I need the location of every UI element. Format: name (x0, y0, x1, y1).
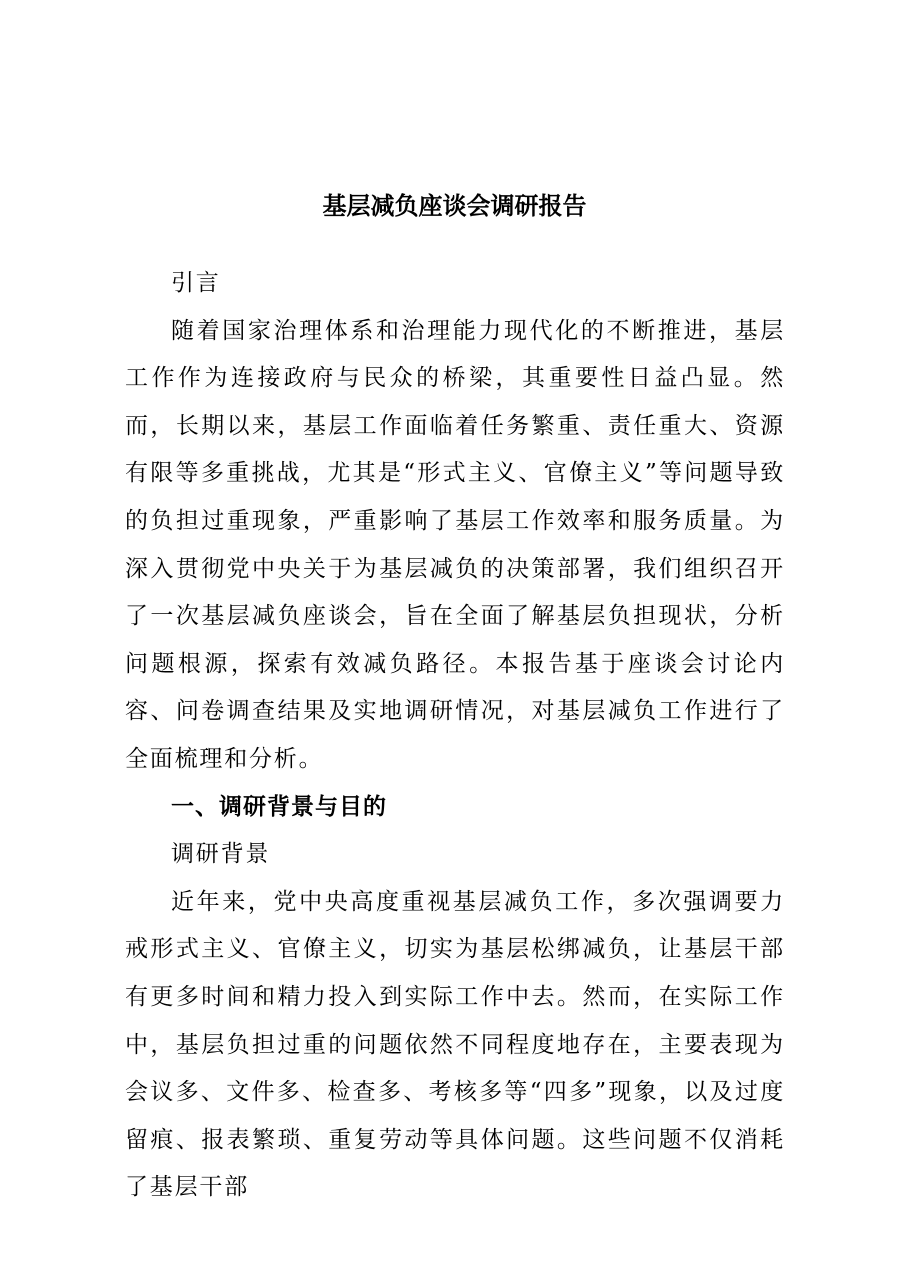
section-1-heading: 一、调研背景与目的 (171, 793, 387, 820)
document-body (125, 260, 785, 1212)
document-title: 基层减负座谈会调研报告 (322, 191, 587, 220)
intro-heading: 引言 (171, 270, 221, 296)
section-1-subheading: 调研背景 (171, 841, 271, 868)
section-1-paragraph: 近年来，党中央高度重视基层减负工作，多次强调要力戒形式主义、官僚主义，切实为基层松绑减负，让基层干部有更多时间和精力投入到实际工作中去。然而，在实际工作中，基层负担过重的问题依然不同程度地存在，主要表现为会议多、文件多、检查多、考核多等“四多”现象，以及过度留痕、报表繁琐、重复劳动等具体问题。这些问题不仅消耗了基层干部 (125, 888, 785, 1201)
intro-paragraph: 随着国家治理体系和治理能力现代化的不断推进，基层工作作为连接政府与民众的桥梁，其重要性日益凸显。然而，长期以来，基层工作面临着任务繁重、责任重大、资源有限等多重挑战，尤其是“形式主义、官僚主义”等问题导致的负担过重现象，严重影响了基层工作效率和服务质量。为深入贯彻党中央关于为基层减负的决策部署，我们组织召开了一次基层减负座谈会，旨在全面了解基层负担现状，分析问题根源，探索有效减负路径。本报告基于座谈会讨论内容、问卷调查结果及实地调研情况，对基层减负工作进行了全面梳理和分析。 (125, 317, 785, 772)
